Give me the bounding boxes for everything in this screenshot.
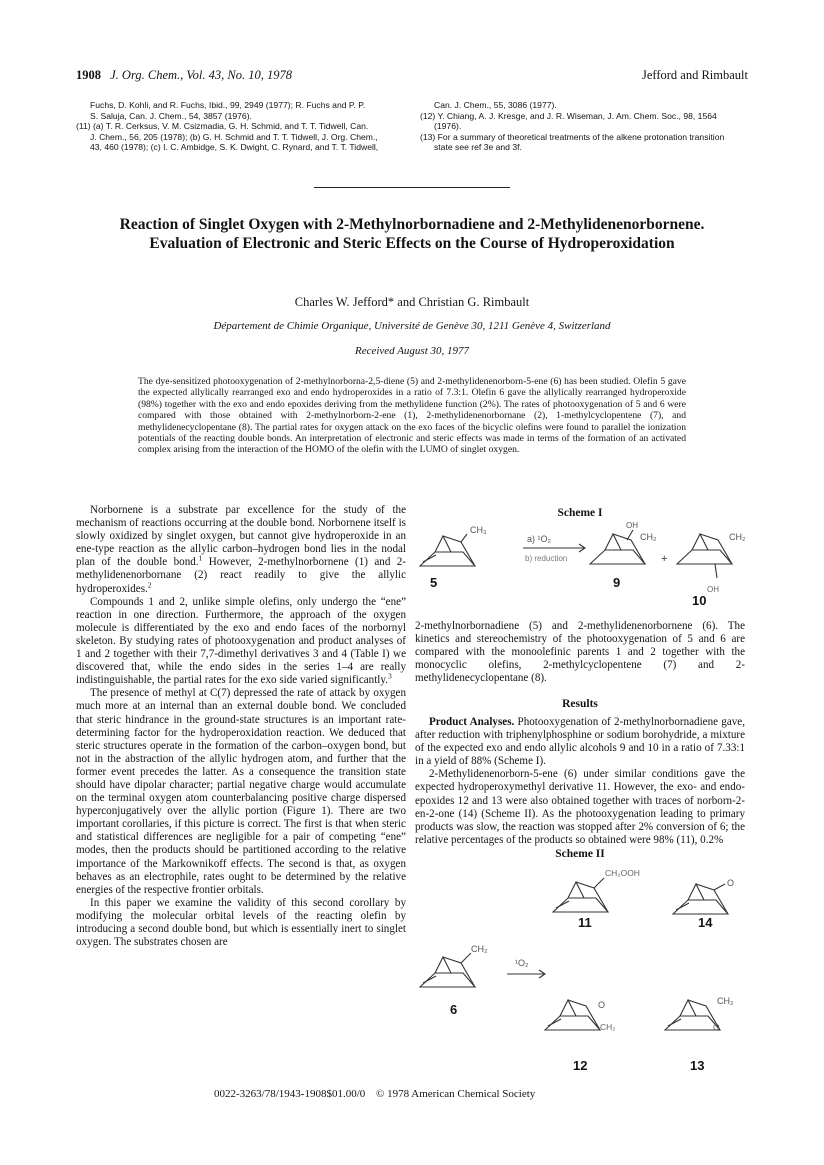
scheme-1-label: OH <box>707 585 719 594</box>
running-head <box>76 68 748 86</box>
reference-line: (12) Y. Chiang, A. J. Kresge, and J. R. Wiseman, J. Am. Chem. Soc., 98, 1564 <box>420 110 717 121</box>
scheme-1-title: Scheme I <box>557 507 603 519</box>
body-paragraph <box>76 504 406 596</box>
section-heading-results: Results <box>562 698 598 710</box>
reference-marker: 2 <box>147 579 152 589</box>
body-text: Norbornene is a substrate par excellence for the study of the mechanism of reactions occurring at the double bond. Norbornene itself is slowly oxidized by singlet oxygen, but cannot give hydroperoxide in an ene-type reaction as the allylic carbon–hydrogen bond lies in the nodal plan of the double bond. <box>76 504 406 569</box>
compound-number: 9 <box>613 575 621 590</box>
compound-number: 12 <box>573 1058 588 1073</box>
scheme-2-label: CH₂ <box>717 996 734 1006</box>
reference-marker: 3 <box>387 671 392 681</box>
compound-number: 13 <box>690 1058 705 1073</box>
scheme-1-label: CH₂ <box>640 532 657 542</box>
running-head-left <box>76 68 292 83</box>
scheme-1-diagram <box>415 522 750 597</box>
scheme-2-label: CH₂ <box>471 944 488 954</box>
scheme-1-reagent-bottom: b) reduction <box>525 554 568 563</box>
body-column-right-top <box>415 620 745 685</box>
reference-line: Can. J. Chem., 55, 3086 (1977). <box>434 100 557 110</box>
scheme-2-diagram <box>415 862 750 1062</box>
reference-line: Fuchs, D. Kohli, and R. Fuchs, Ibid., 99, 2949 (1977); R. Fuchs and P. P. <box>90 100 366 110</box>
scheme-1-label: CH₂ <box>729 532 746 542</box>
compound-number: 6 <box>450 1002 458 1017</box>
section-divider <box>314 187 510 188</box>
compound-number: 5 <box>430 575 438 590</box>
reference-line: state see ref 3e and 3f. <box>434 142 522 153</box>
reference-line: (1976). <box>434 121 462 132</box>
article-title: Reaction of Singlet Oxygen with 2-Methylnorbornadiene and 2-Methylidenenorbornene. Evaluation of Electronic and Steric Effects on the Course of Hydroperoxidation <box>119 216 705 252</box>
body-paragraph <box>76 596 406 688</box>
reference-column-right <box>420 100 744 153</box>
reference-line: 43, 460 (1978); (c) I. C. Ambidge, S. K. Dwight, C. Rynard, and T. T. Tidwell, <box>90 142 379 153</box>
scheme-1-plus: + <box>661 553 668 565</box>
scheme-2-reagent: ¹O₂ <box>515 958 529 968</box>
reference-marker: 1 <box>198 553 203 563</box>
scheme-1-reagent-top: a) ¹O₂ <box>527 534 551 544</box>
scheme-2-label: O <box>713 1022 720 1032</box>
compound-number: 10 <box>692 593 707 608</box>
reference-line: (13) For a summary of theoretical treatments of the alkene protonation transition <box>420 131 725 142</box>
article-authors: Charles W. Jefford* and Christian G. Rimbault <box>294 295 530 309</box>
reference-line: S. Saluja, Can. J. Chem., 54, 3857 (1976). <box>90 110 252 121</box>
received-date: Received August 30, 1977 <box>354 345 470 357</box>
article-code: 0022-3263/78/1943-1908$01.00/0 <box>214 1088 366 1100</box>
scheme-2-label: CH₂OOH <box>605 868 640 878</box>
compound-number: 11 <box>578 915 592 930</box>
body-text: Compounds 1 and 2, unlike simple olefins, only undergo the “ene” reaction in one direction. Furthermore, the approach of the oxygen molecule is differentiated by the exo and endo faces of the norbornyl skeleton. By studying rates of photooxygenation and product analyses of 1 and 2 together with their 7,7-dimethyl derivatives 3 and 4 (Table I) we discovered that, while the endo sides in the series 1–4 are really indistinguishable, the partial rates for the exo side varied significantly. <box>76 595 406 687</box>
compound-number: 14 <box>698 915 713 930</box>
body-paragraph: In this paper we examine the validity of this second corollary by modifying the molecular orbital levels of the reacting olefin by introducing a second double bond, but which is essentially inert to singlet oxygen. The substrates chosen are <box>76 896 406 949</box>
reference-line: (11) (a) T. R. Cerksus, V. M. Csizmadia, G. H. Schmid, and T. T. Tidwell, Can. <box>76 121 369 132</box>
body-column-left <box>76 504 406 949</box>
journal-citation: J. Org. Chem., Vol. 43, No. 10, 1978 <box>110 68 292 82</box>
paragraph-lead: Product Analyses. <box>429 716 515 728</box>
scheme-1-label: CH₃ <box>470 525 487 535</box>
running-head-authors: Jefford and Rimbault <box>642 68 748 82</box>
reference-column-left <box>76 100 400 153</box>
scheme-2-label: CH₂ <box>600 1022 616 1032</box>
body-paragraph: 2-Methylidenenorborn-5-ene (6) under similar conditions gave the expected hydroperoxymethyl derivative 11. However, the exo- and endo-epoxides 12 and 13 were also obtained together with traces of norborn-2-en-2-one (14) (Scheme II). As the photooxygenation leading to primary products was slow, the reaction was stopped after 2% conversion of 6; the relative percentages of the products so obtained were 98% (11), 0.2% <box>415 768 745 846</box>
page-footer <box>214 1088 543 1100</box>
article-affiliation: Département de Chimie Organique, Université de Genève 30, 1211 Genève 4, Switzerland <box>213 320 611 332</box>
abstract: The dye-sensitized photooxygenation of 2-methylnorborna-2,5-diene (5) and 2-methylidenenorborn-5-ene (6) has been studied. Olefin 5 gave the expected allylically rearranged exo and endo hydroperoxides in a ratio of 7.3:1. Olefin 6 gave the allylically rearranged hydroperoxide (98%) together with the exo and endo epoxides deriving from the methylidene function (2%). The rates of photooxygenation of 5 and 6 were compared with those obtained with 2-methylnorborn-2-ene (1), 2-methylidenenorbornane (2), 1-methylcyclopentene (7), and methylidenecyclopentane (8). The partial rates for oxygen attack on the exo faces of the bicyclic olefins were found to parallel the ionization potentials of the reacting double bonds. An interpretation of electronic and steric effects was made in terms of the formation of an activated complex arising from the interaction of the HOMO of the olefin with the LUMO of singlet oxygen. <box>138 376 686 456</box>
body-paragraph <box>415 716 745 768</box>
body-text: However, 2-methylnorbornene (1) and 2-methylidenenorbornane (2) react readily to give the allylic hydroperoxides. <box>76 556 406 595</box>
scheme-2-label: O <box>598 1000 606 1010</box>
body-text: Photooxygenation of 2-methylnorbornadiene gave, after reduction with triphenylphosphine or sodium borohydride, a mixture of the expected exo and endo allylic alcohols 9 and 10 in a ratio of 7.33:1 in a yield of 88% (Scheme I). <box>415 716 746 768</box>
body-column-right <box>415 716 745 847</box>
scheme-2-label: O <box>727 878 735 888</box>
reference-line: J. Chem., 56, 205 (1978); (b) G. H. Schmid and T. T. Tidwell, J. Org. Chem., <box>90 131 378 142</box>
page-number: 1908 <box>76 68 101 82</box>
scheme-1-label: OH <box>626 522 638 530</box>
body-paragraph: The presence of methyl at C(7) depressed the rate of attack by oxygen much more at an internal than an external double bond. We concluded that steric hindrance in the ground-state structures is an important rate-determining factor for the hydroperoxidation reaction. We deduced that steric structures operate in the formation of the carbon–oxygen bond, but not in the abstraction of the allylic hydrogen atom, and further that the former event precedes the latter. As a consequence the transition state should have dipolar character; partial negative charge would accumulate on the terminal oxygen atom counterbalancing positive charge dispersed hyperconjugatively over the allylic portion (Figure 1). There are two important corollaries, if this picture is correct. The first is that when steric and statistical differences are negligible for a pair of competing “ene” modes, then the products should be partitioned according to the relative importance of the Markownikoff effects. The second is that, as oxygen behaves as an electrophile, rates ought to be determined by the relative energies of the respective frontier orbitals. <box>76 687 406 896</box>
body-paragraph: 2-methylnorbornadiene (5) and 2-methylidenenorbornene (6). The kinetics and stereochemistry of the photooxygenation of 5 and 6 are compared with the monoolefinic parents 1 and 2 together with the monocyclic olefins, 2-methylcyclopentene (7) and 2-methylidenecyclopentane (8). <box>415 620 745 685</box>
copyright: © 1978 American Chemical Society <box>376 1088 536 1100</box>
scheme-2-title: Scheme II <box>555 848 605 860</box>
